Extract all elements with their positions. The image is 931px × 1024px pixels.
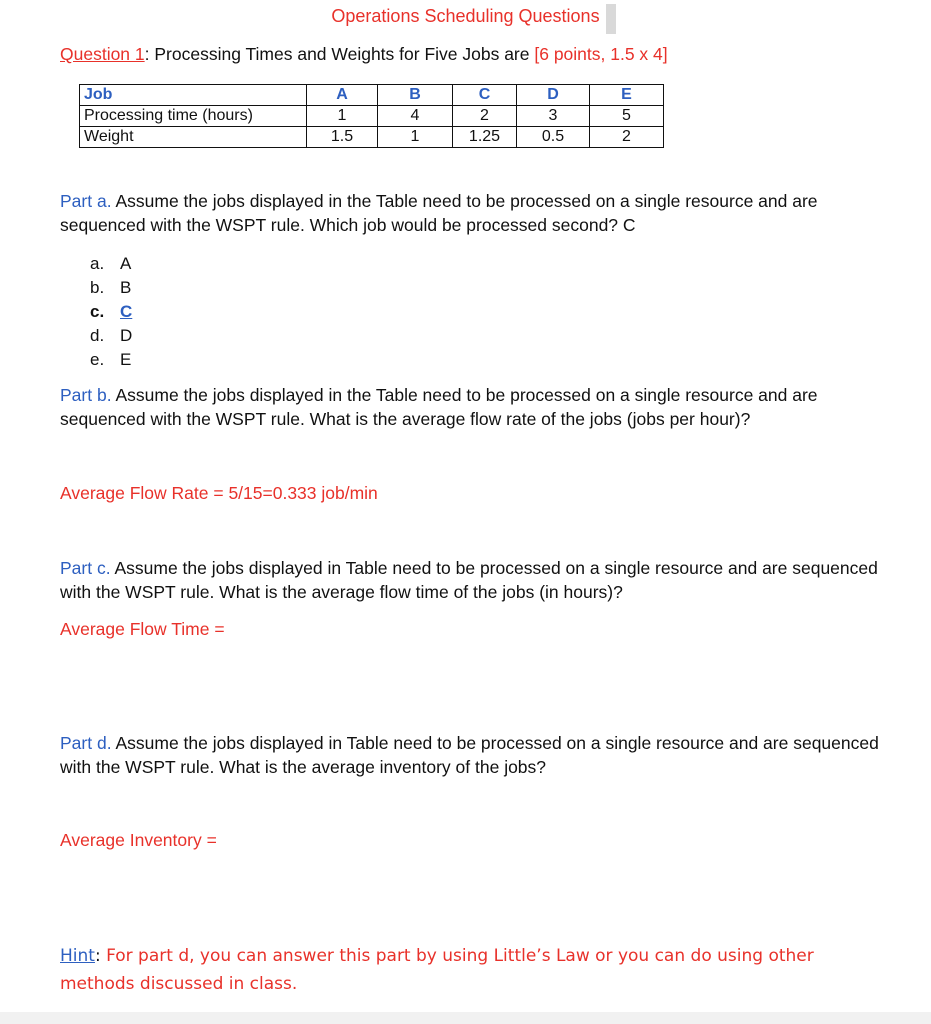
- option-value: D: [120, 326, 133, 345]
- part-b-label: Part b.: [60, 385, 112, 405]
- question-1-heading: [60, 44, 668, 65]
- question-1-text: Processing Times and Weights for Five Jobs are: [154, 44, 535, 64]
- table-cell: 0.5: [517, 127, 590, 148]
- option-item: [90, 276, 132, 300]
- jobs-table: [79, 84, 664, 148]
- part-c-question: [60, 556, 880, 604]
- option-value: A: [120, 254, 132, 273]
- part-a-options: [90, 252, 132, 372]
- option-letter: e.: [90, 350, 105, 369]
- option-value: E: [120, 350, 132, 369]
- table-header-cell: E: [590, 85, 664, 106]
- option-letter: c.: [90, 302, 105, 321]
- table-header-label: Job: [80, 85, 307, 106]
- table-header-cell: D: [517, 85, 590, 106]
- part-c-label: Part c.: [60, 558, 111, 578]
- part-c-answer: Average Flow Time =: [60, 619, 225, 639]
- table-row: [80, 127, 664, 148]
- table-cell: 1.5: [307, 127, 378, 148]
- hint-colon: :: [94, 946, 107, 966]
- table-cell: 3: [517, 106, 590, 127]
- question-1-link[interactable]: Question 1: [60, 44, 145, 64]
- table-cell: 1.25: [453, 127, 517, 148]
- option-item: [90, 252, 132, 276]
- table-header-cell: B: [378, 85, 453, 106]
- question-1-points: [6 points, 1.5 x 4]: [534, 44, 668, 64]
- table-header-row: [80, 85, 664, 106]
- table-cell: 1: [378, 127, 453, 148]
- question-1-colon: :: [144, 44, 155, 64]
- part-a-question: [60, 189, 880, 237]
- part-a-text: Assume the jobs displayed in the Table need to be processed on a single resource and are sequenced with the WSPT rule. Which job would be processed second? C: [60, 191, 818, 235]
- table-cell: 1: [307, 106, 378, 127]
- option-item: [90, 324, 132, 348]
- part-d-text: Assume the jobs displayed in Table need to be processed on a single resource and are sequenced with the WSPT rule. What is the average inventory of the jobs?: [60, 733, 879, 777]
- option-item: [90, 348, 132, 372]
- option-letter: d.: [90, 326, 105, 345]
- text-cursor-highlight: [606, 4, 616, 34]
- hint-link[interactable]: Hint: [60, 946, 95, 966]
- option-value: B: [120, 278, 132, 297]
- hint-note: [60, 942, 860, 998]
- table-row-label: Processing time (hours): [80, 106, 307, 127]
- table-cell: 2: [453, 106, 517, 127]
- option-letter: a.: [90, 254, 105, 273]
- table-header-cell: C: [453, 85, 517, 106]
- part-d-answer: Average Inventory =: [60, 830, 217, 850]
- part-b-text: Assume the jobs displayed in the Table need to be processed on a single resource and are sequenced with the WSPT rule. What is the average flow rate of the jobs (jobs per hour)?: [60, 385, 818, 429]
- table-header-cell: A: [307, 85, 378, 106]
- option-value-selected: C: [120, 302, 133, 321]
- option-item-selected: [90, 300, 132, 324]
- part-d-label: Part d.: [60, 733, 112, 753]
- page-bottom-edge: [0, 1012, 931, 1024]
- table-row-label: Weight: [80, 127, 307, 148]
- option-letter: b.: [90, 278, 105, 297]
- table-cell: 2: [590, 127, 664, 148]
- table-cell: 5: [590, 106, 664, 127]
- part-b-answer: Average Flow Rate = 5/15=0.333 job/min: [60, 483, 378, 503]
- document-title: Operations Scheduling Questions: [331, 6, 600, 26]
- table-cell: 4: [378, 106, 453, 127]
- table-row: [80, 106, 664, 127]
- hint-text: For part d, you can answer this part by using Little’s Law or you can do using other methods discussed in class.: [60, 946, 814, 994]
- part-c-text: Assume the jobs displayed in Table need to be processed on a single resource and are sequenced with the WSPT rule. What is the average flow time of the jobs (in hours)?: [60, 558, 878, 602]
- part-b-question: [60, 383, 880, 431]
- part-d-question: [60, 731, 880, 779]
- part-a-label: Part a.: [60, 191, 112, 211]
